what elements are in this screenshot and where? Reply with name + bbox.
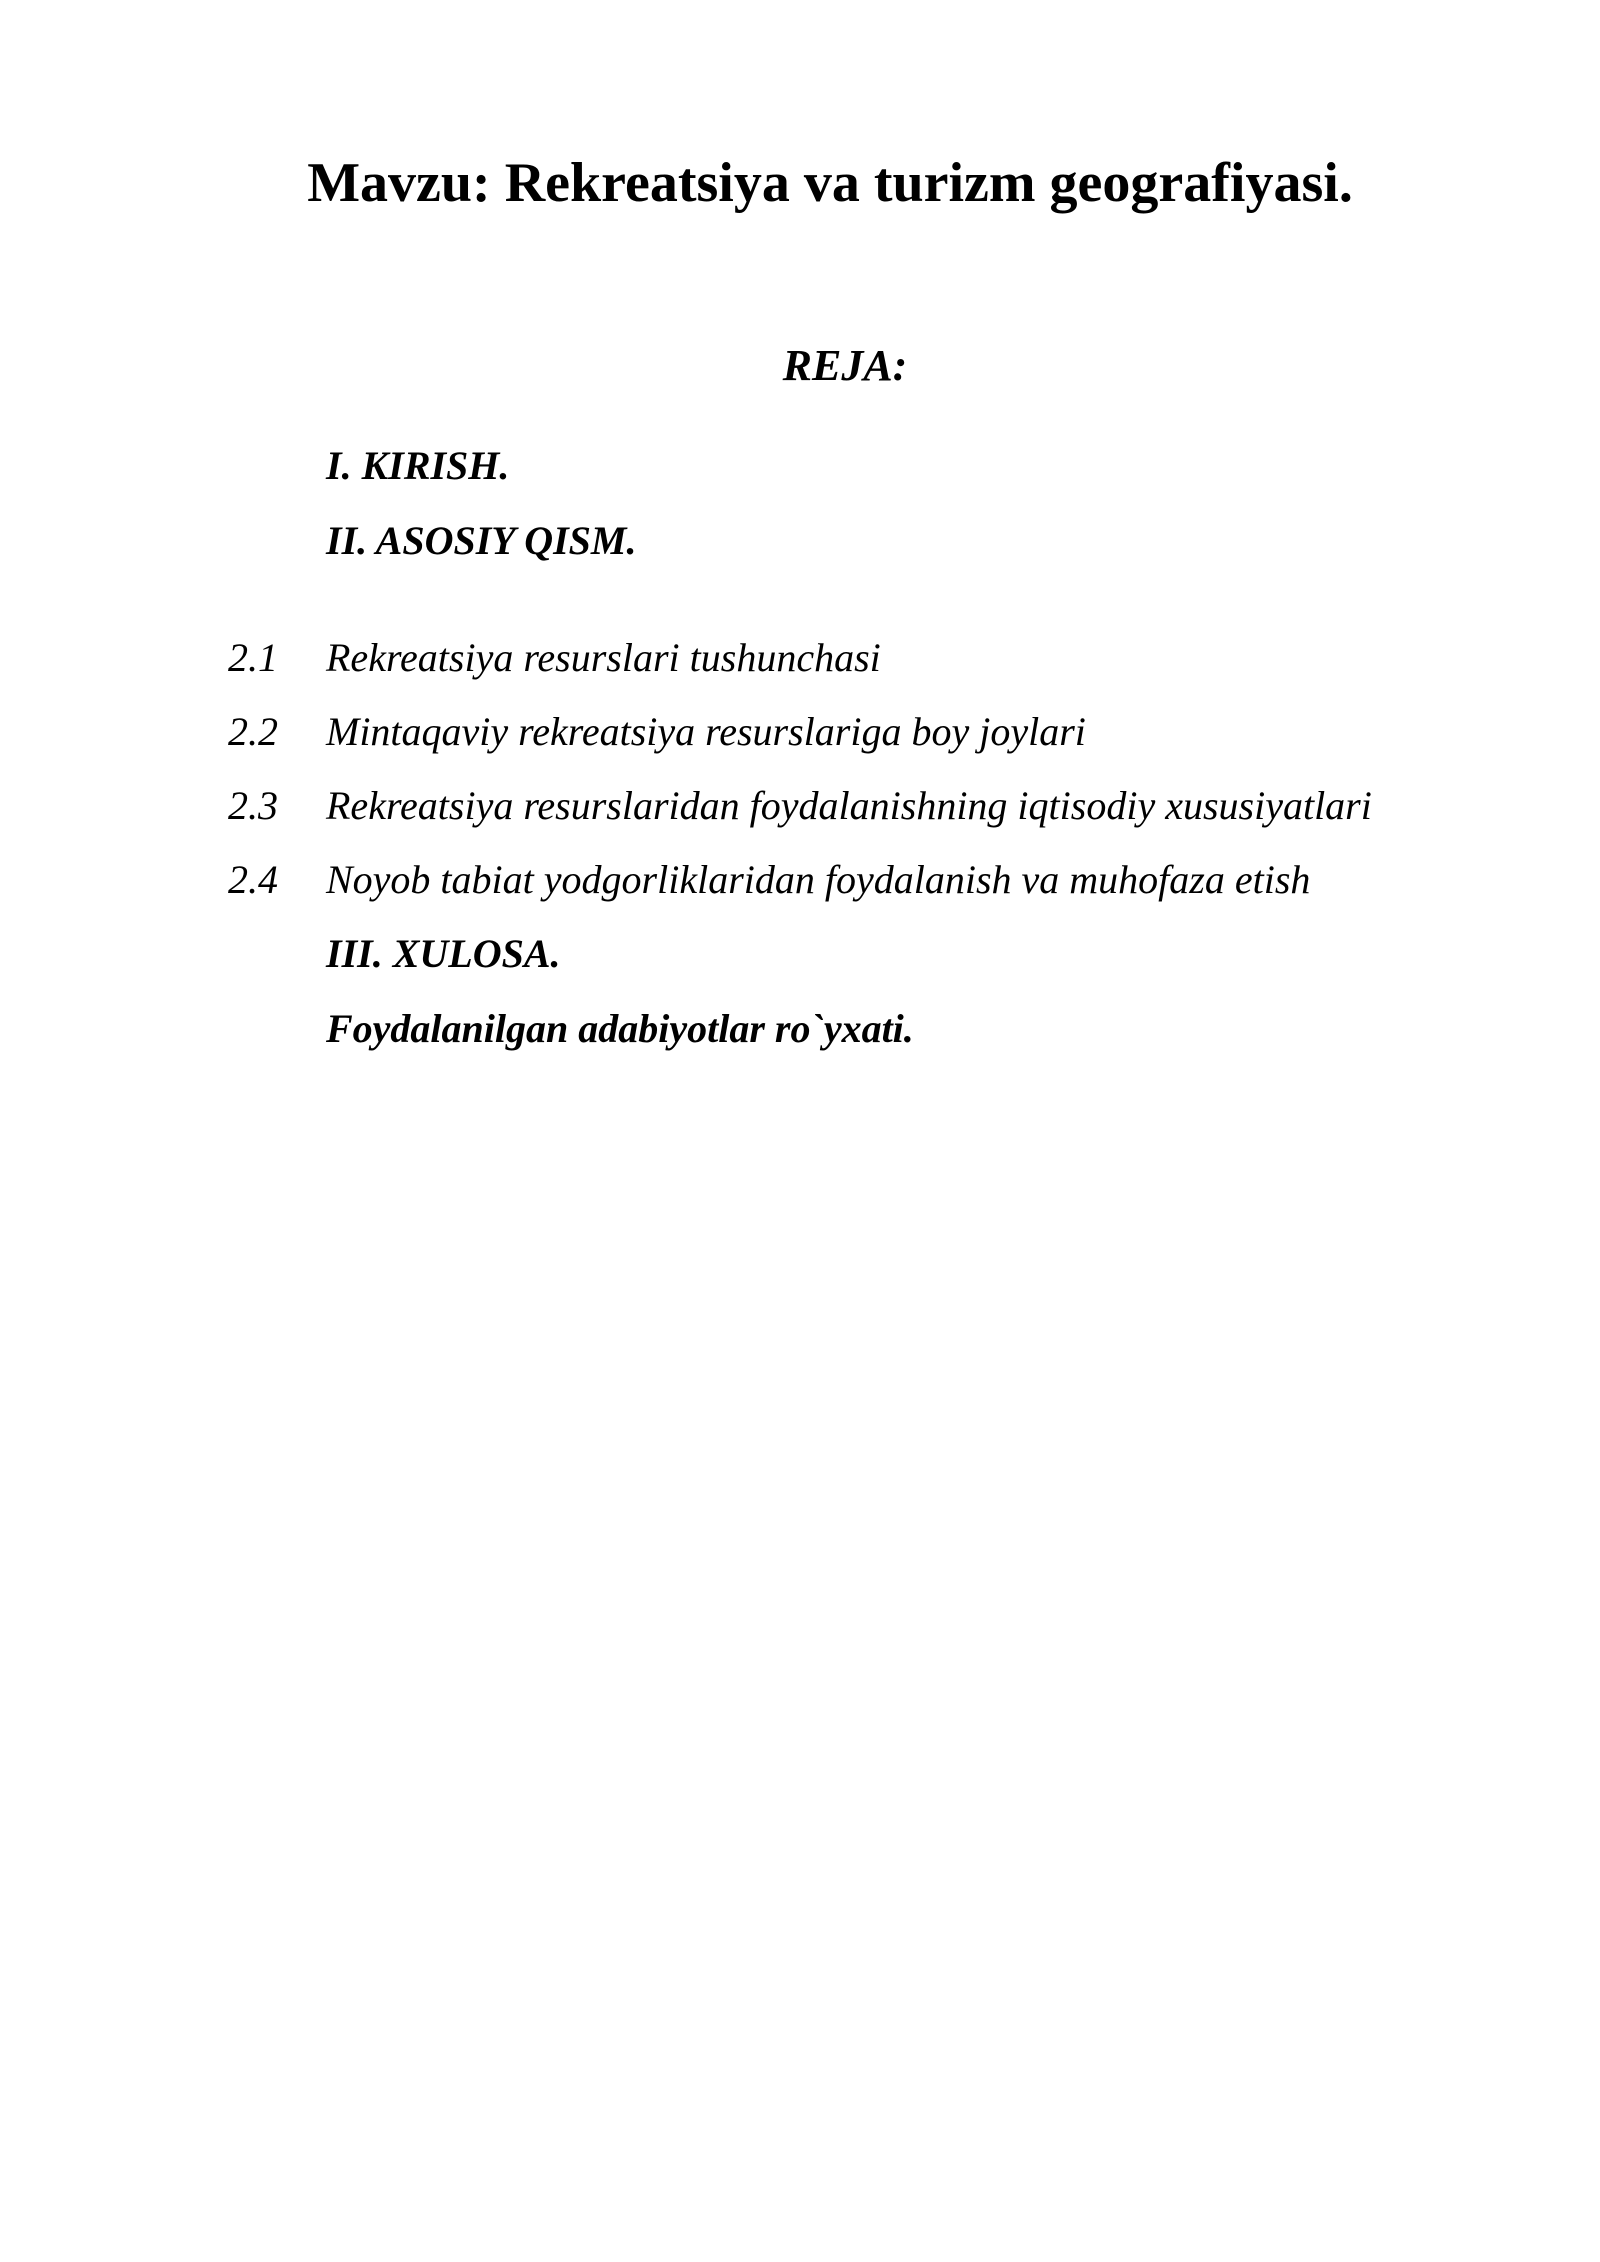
document-title-text: Mavzu: Rekreatsiya va turizm geografiyasi. bbox=[307, 152, 1353, 214]
plan-heading-text: REJA: bbox=[782, 341, 908, 390]
subsection-number: 2.2 bbox=[228, 709, 278, 754]
plan-item-references: Foydalanilgan adabiyotlar ro`yxati. bbox=[326, 1006, 914, 1051]
subsection-text: Noyob tabiat yodgorliklaridan foydalanish va muhofaza etish bbox=[326, 857, 1311, 902]
subsection-text: Rekreatsiya resurslari tushunchasi bbox=[326, 635, 881, 680]
plan-item-main-part: II. ASOSIY QISM. bbox=[326, 518, 637, 563]
subsection-text: Rekreatsiya resurslaridan foydalanishning iqtisodiy xususiyatlari bbox=[326, 783, 1372, 828]
plan-heading bbox=[0, 340, 1600, 393]
subsection-text: Mintaqaviy rekreatsiya resurslariga boy joylari bbox=[326, 709, 1086, 754]
subsection-number: 2.4 bbox=[228, 857, 278, 902]
subsection-number: 2.1 bbox=[228, 635, 278, 680]
plan-item-intro: I. KIRISH. bbox=[326, 443, 510, 488]
document-title bbox=[0, 150, 1600, 217]
plan-item-conclusion: III. XULOSA. bbox=[326, 931, 561, 976]
subsection-number: 2.3 bbox=[228, 783, 278, 828]
